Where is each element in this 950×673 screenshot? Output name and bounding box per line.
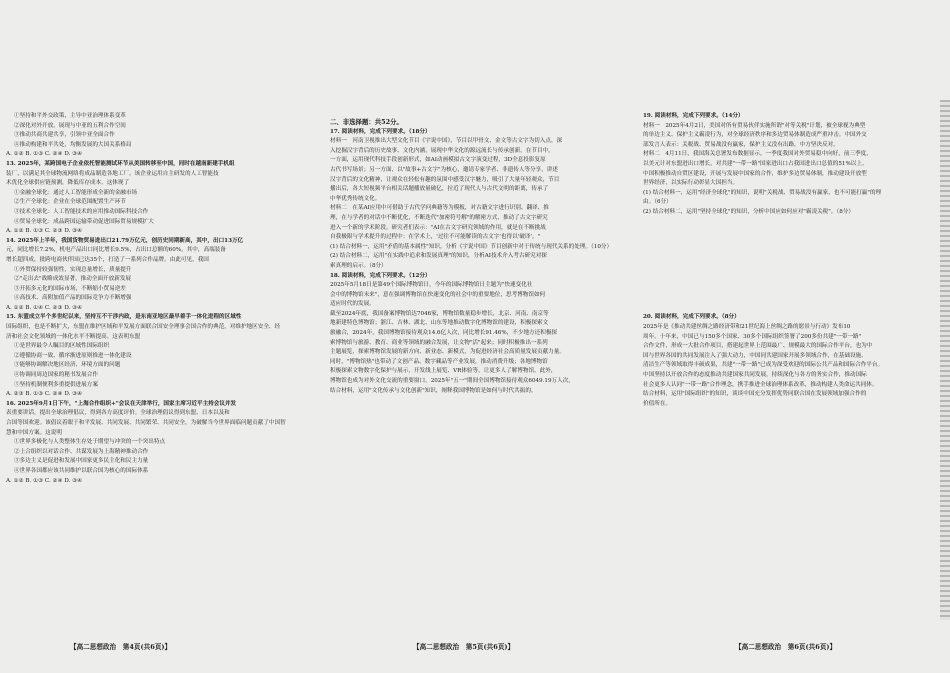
text-line: 同时，"博物馆热"也带动了文创产品、数字藏品等产业发展，推动消费升级；各地博物馆 — [330, 358, 548, 365]
text-line: 增长超四成，批跨电商伙伴国已达35个，打造了一系列合作品牌。由此可见，我国 — [6, 256, 209, 263]
text-line: 装厂，以满足其全球物流网络将成品制造各地工厂。该企业运用自主研发的人工智能技 — [6, 170, 219, 177]
text-line: 表重要讲话，提出全球治理倡议，得到各方高度评价。全球治理倡议得到东盟、日本以及和 — [6, 410, 230, 417]
text-line — [643, 266, 935, 276]
text-line: 适应时代的发展。 — [330, 301, 375, 308]
scan-edge-strip — [940, 100, 950, 620]
text-line: 2025年是《推动共建丝绸之路经济带和21世纪海上丝绸之路的愿景与行动》发布10 — [643, 324, 851, 331]
text-line: A. ①② B. ①③ C. ②④ D. ③④ — [6, 151, 83, 158]
text-line: ③能够协调解决地区经济、环境方面的问题 — [14, 362, 121, 369]
text-line: 播出后，各大短视频平台相关话题播放量破亿，拉近了现代人与古代文明的距离，传承了 — [330, 186, 549, 193]
text-line: ①是世界最令人瞩目的区域性国际组织 — [14, 343, 110, 350]
text-line: 社会更多人认同"一带一路"合作理念，携手推进全球治理体系改革，推动构建人类命运共同体。 — [643, 381, 878, 388]
text-line: ④高技术、高附加值产品的国际竞争力不断增强 — [14, 295, 132, 302]
text-line: 一方面，运用现代科技手段创新形式，如AI动画模拟古文字演变过程，3D全息投影复原 — [330, 157, 546, 164]
text-line: (1) 结合材料一，运用"矛盾的基本属性"知识，分析《宇说中国》节目创新中对于传统与现代关系的处理。（10分） — [330, 243, 613, 250]
text-line: 结合材料，运用"国际组织"的知识，谈谈中国充分发挥优势同联合国在发展领域加强合作的 — [643, 391, 867, 398]
text-line: 合作文件，形成一大批合作项目，搭建起世界上范围最广、规模最大的国际合作平台，也为中 — [643, 343, 873, 350]
text-line: 中华优秀传统文化。 — [330, 195, 381, 202]
text-line — [643, 237, 935, 247]
text-line: A. ①② B. ①④ C. ②③ D. ③④ — [6, 304, 83, 311]
text-line: 中国坚持以开放合作的态度推动共建国家共同发展，持续深化与各方的务实合作，推动国际 — [643, 372, 867, 379]
text-line: ①世界多极化与人类整体生存处于期望与冲突的一个突出特点 — [14, 439, 166, 446]
text-line: ②深化对外开放，展现与中亚的五利合作空间 — [14, 122, 126, 129]
text-line: 中国积极推动自贸区建设，开展与发展中国家的合作，维护多边贸易体制，推动建设开放型 — [643, 170, 867, 177]
text-line: (1) 结合材料一，运用"经济全球化"的知识，说明"关税战、贸易战没有赢家，也不可能打赢"的理 — [643, 189, 882, 196]
text-line: ①外贸保持较强韧性，实现总量增长，质量提升 — [14, 266, 132, 273]
text-line: 理，在与学者的对话中不断优化，不断迭代"加密符号解"的解密方式，推动了古文字研究 — [330, 214, 548, 221]
text-line: ③推动共商共建共享，引领中亚全面合作 — [14, 132, 115, 139]
text-line — [643, 218, 935, 228]
text-line: ①坚持和平外交政策，主导中亚治理体系变革 — [14, 113, 126, 119]
text-line: 索博物馆与旅游、教育、商业等领域的融合发展，让文物"活"起来；同时积极推出一系列 — [330, 339, 548, 346]
text-line: 材料二 在某AI应用中可借助于古代学问典籍等为模板，对古籍文字进行识别、翻译、推 — [330, 205, 549, 212]
page-4-footer: 【高二思想政治 第4页(共6页)】 — [70, 643, 172, 651]
text-line: 二、非选择题：共52分。 — [330, 118, 403, 126]
text-line: A. ①② B. ①③ C. ②③ D. ③④ — [6, 228, 83, 235]
text-line: 13. 2025年，某跨国电子企业依托智能测试环节从美国转移至中国，同时在越南新建手机组 — [6, 160, 235, 167]
text-line: 自我极限与学术提升的过程中：在学术上，'过往不可能解读的古文字'也得以'破译'。" — [330, 234, 541, 241]
text-line: 部发言人表示：关税战、贸易战没有赢家，保护主义没有出路，中方坚决反对。 — [643, 141, 839, 148]
text-line: 以美元计对东盟进出口增长，对共建"一带一路"国家进出口占我国进出口总值的51%以上。 — [643, 160, 868, 167]
text-line: 元，同比增长7.2%，机电产品出口同比增长9.5%，占出口总额的60%，其中，高端装备 — [6, 247, 226, 254]
text-line: 截至2024年底，我国备案博物馆达7046家，博物馆数量稳步增长，北京、河南、南京等 — [330, 310, 549, 317]
text-line — [643, 275, 935, 285]
text-line: 清洁生产等领域取得丰硕成果，共建"一带一路"已成为深受欢迎的国际公共产品和国际合作平台。 — [643, 362, 884, 369]
text-line: 17. 阅读材料，完成下列要求。（18分） — [330, 128, 431, 135]
text-line: 19. 阅读材料，完成下列要求。（14分） — [643, 113, 744, 119]
text-line: 世界经济，以实际行动彰显大国担当。 — [643, 180, 739, 187]
text-line: 由。（6分） — [643, 199, 672, 206]
text-line: ③技术全球化：人工智能技术的应用推动国际科技合作 — [14, 208, 149, 215]
text-line: 慧和中国方案。这说明 — [6, 429, 62, 436]
text-line: ③开拓多元化的国际市场，不断缩小贸易逆差 — [14, 285, 126, 292]
text-line: ④世界各国都应该共同维护以联合国为核心的国际体系 — [14, 467, 149, 474]
text-line — [643, 246, 935, 256]
text-line: ②"走出去"战略成效显著，推动全面开放新发展 — [14, 276, 132, 283]
text-line: A. ②③ B. ①③ C. ②④ D. ③④ — [6, 391, 83, 398]
text-line: 国与世界各国的共同发展注入了强大动力，中国同共建国家开展多领域合作，在基础设施、 — [643, 352, 867, 359]
text-line: 会中的博物馆未来"，意在强调博物馆在快速变化的社会中的重要地位，思考博物馆如何 — [330, 291, 546, 298]
text-line: 旅融合，2024年，我国博物馆接待观众14.6亿人次，同比增长91.46%，不少地方还积极探 — [330, 330, 558, 337]
text-line: ④协调同周边国家的秘书发展合作 — [14, 372, 98, 379]
text-line: 汉字背后的文化精神，让观众在轻松有趣的氛围中感受汉字魅力，吸引了大量年轻观众，节目 — [330, 176, 560, 183]
text-line: ⑤坚持机制便利多重提供进展方案 — [14, 381, 98, 388]
text-line: 国际组织，也是不断扩大，东盟在维护区域和平发展方面联合国安全理事会国合作的典范，对维护地区安全、经 — [6, 324, 281, 331]
text-line: 的单边主义、保护主义霸凌行为，对全球经济秩序和多边贸易体制造成严重冲击。中国外交 — [643, 132, 867, 139]
text-line: 16. 2025年9月1日下午，"上海合作组织+"会议在天津举行，国家主席习近平主持会议并发 — [6, 400, 237, 407]
text-line: ①金融全球化：通过人工智能形成全新的金融市场 — [14, 189, 138, 196]
text-line — [643, 227, 935, 237]
text-line: 结合材料，运用"文化传承与文化创新"知识，阐释我国博物馆是如何与时代共振的。 — [330, 387, 537, 394]
text-line: 合国等国欢迎。该倡议着眼于和平发展、共同发展、共同繁荣、共同安全，为破解当今世界面临问题贡献了中国智 — [6, 420, 286, 426]
text-line: 14. 2025年上半年，我国货物贸易进出口21.79万亿元，创历史同期新高，其中，出口13万亿 — [6, 237, 244, 244]
text-line: (2) 结合材料二，运用"坚持全球化"的知识，分析中国应如何应对"霸凌关税"。（8分） — [643, 208, 854, 215]
text-line: 地新建特色博物馆；浙江、吉林、湖北、山东等地推动数字化博物馆的建设，积极探索文 — [330, 320, 549, 327]
text-line: ④贸易全球化：成品跨国运输带动促进国际贸易规模扩大 — [14, 218, 154, 225]
page-6-footer: 【高二思想政治 第6页(共6页)】 — [735, 643, 837, 651]
page-5-footer: 【高二思想政治 第5页(共6页)】 — [413, 643, 515, 651]
text-line: (2) 结合材料二，运用"在实践中追求和发展真理"的知识，分析AI技术介入考古研究对探 — [330, 253, 547, 260]
text-line: 材料一 2025年4月2日，美国对所有贸易伙伴实施所谓"对等关税"计划，被全球视为典型 — [643, 122, 866, 129]
text-line: 18. 阅读材料，完成下列要求。（12分） — [330, 272, 431, 279]
text-line: 2025年5月18日是第49个国际博物馆日，今年的国际博物馆日主题为"快速变化社 — [330, 282, 533, 289]
text-line: ③多边主义是促进和发展中国家更多民主化和民主力量 — [14, 458, 149, 465]
text-line: 术优化全球供应链预测，降低库存成本。这体现了 — [6, 180, 130, 187]
page-6-column — [643, 112, 935, 409]
text-line: 索真理的启示。（8分） — [330, 262, 387, 269]
text-line: 入挖掘汉字背后的历史故事、文化内涵，展现中华文化的源远流长与传承创新。在节目中， — [330, 147, 554, 154]
text-line: 积极探索文物数字化保护与展示，开发线上展览、VR体验等，让更多人了解博物馆。此外， — [330, 368, 557, 375]
text-line: 材料二 4月11日，我国海关总署发布数据显示，一季度我国对外贸易稳中向好，前三季度， — [643, 151, 872, 158]
text-line: 主题展览，探索博物馆发展的新方向、新业态、新模式，为促进经济社会高质量发展贡献力量。 — [330, 349, 565, 356]
text-line: ②遵循协商一致、循序渐进原则推进一体化建设 — [14, 352, 132, 359]
text-line: ④推动构建和平共处，均衡发展的大国关系格局 — [14, 141, 132, 148]
page-5-column — [330, 118, 620, 396]
text-line: ②生产全球化：企业在全球范围配置生产环节 — [14, 199, 126, 206]
text-line: 价值所在。 — [643, 400, 671, 407]
page-4-column — [6, 112, 291, 486]
text-line — [643, 256, 935, 266]
text-line: 15. 东盟成立半个多世纪以来，坚持互不干涉内政，是东南亚地区最早着手一体化进程的区域性 — [6, 314, 242, 321]
text-line: 济和社会文化领域的一体化水平不断提高。这表明东盟 — [6, 333, 141, 340]
text-line: 20. 阅读材料，完成下列要求。（8分） — [643, 314, 740, 321]
text-line — [643, 294, 935, 304]
text-line — [643, 285, 935, 295]
text-line: 古代书写场景；另一方面，以"故事+古文字"为核心，邀请专家学者、非遗传人等分享，讲述 — [330, 166, 558, 173]
text-line: ②上合组织以对话合作、共谋发展为上海精神推动合作 — [14, 448, 149, 455]
text-line: 博物馆也成为对外文化交流的重要窗口，2025年"五一"期间全国博物馆接待观众6049.19万人次， — [330, 378, 574, 385]
text-line: 周年。十年来，中国已与150多个国家、30多个国际组织签署了200多份共建"一带一路" — [643, 333, 862, 340]
text-line: A. ①② B. ①③ C. ②④ D. ③④ — [6, 477, 83, 484]
text-line — [643, 304, 935, 314]
text-line: 进入一个新的学术阶段。研究者们表示："AI在古文字研究领域的作用，就是在不断挑战 — [330, 224, 546, 231]
text-line: 材料一 河南卫视推出大型文化节目《宇说中国》，节目以甲骨文、金文等古文字为切入点，深 — [330, 138, 563, 145]
